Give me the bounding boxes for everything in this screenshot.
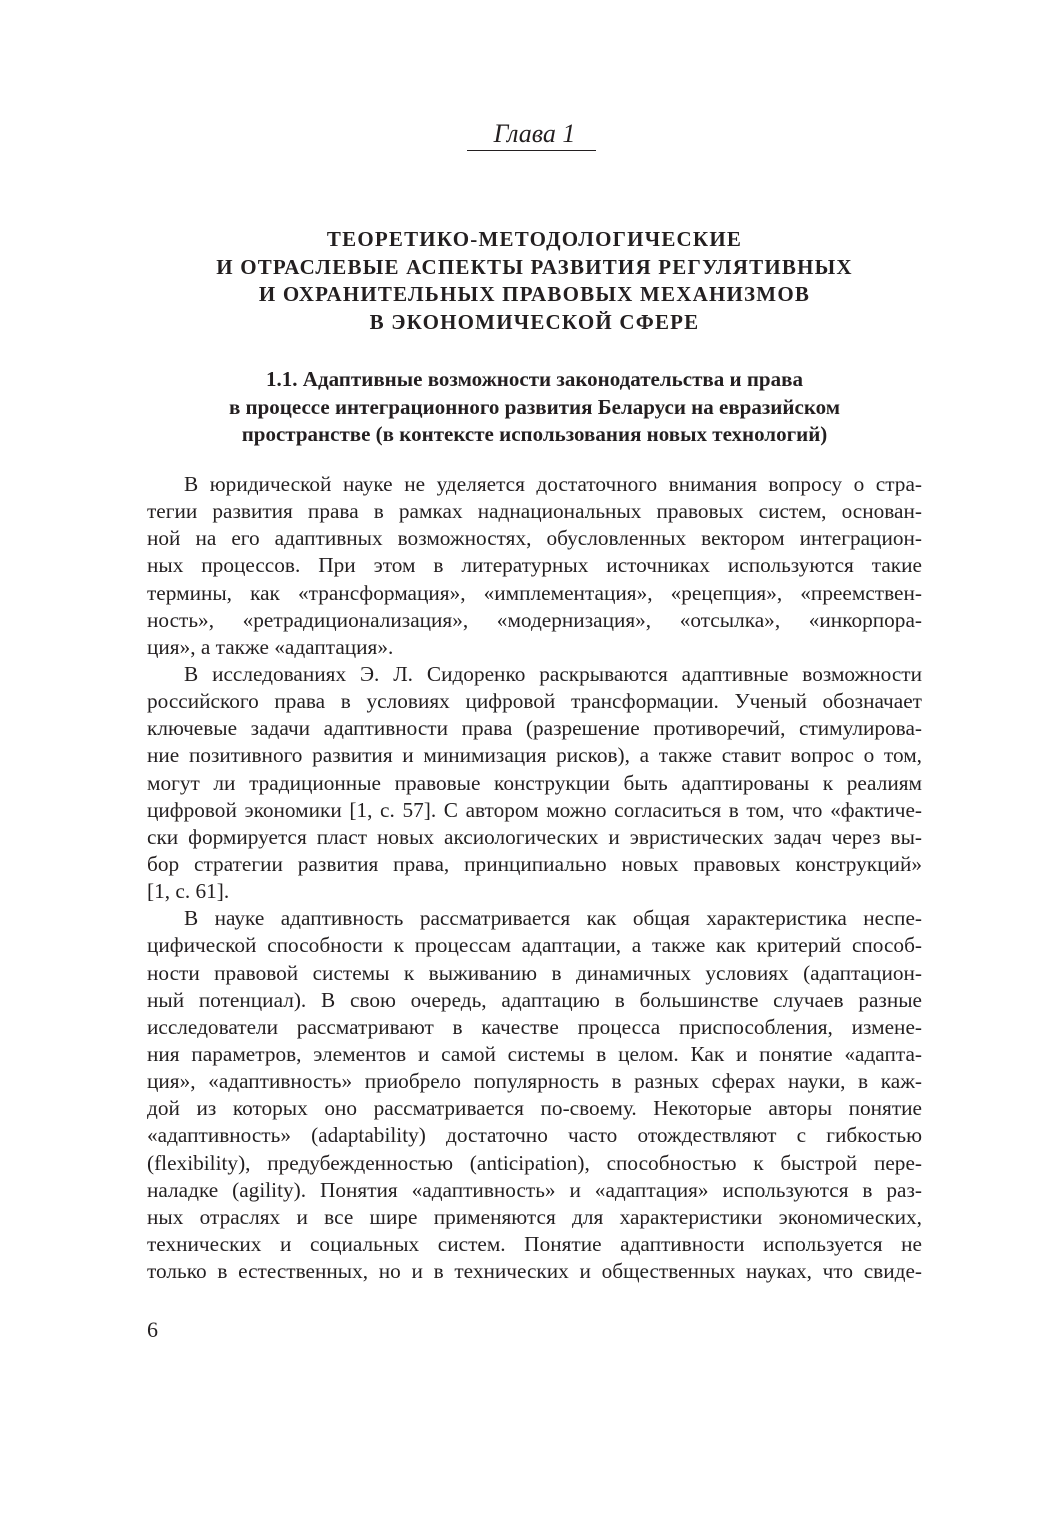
book-page: [147, 0, 922, 1530]
text-line: ние позитивного развития и минимизация рисков), а также ставит вопрос о том,: [147, 743, 922, 768]
chapter-title-line: И ОТРАСЛЕВЫЕ АСПЕКТЫ РАЗВИТИЯ РЕГУЛЯТИВНЫХ: [216, 254, 853, 279]
text-line: цифровой экономики [1, с. 57]. С автором можно согласиться в том, что «фактиче-: [147, 797, 922, 822]
paragraph: [147, 471, 922, 661]
text-line: ния параметров, элементов и самой системы в целом. Как и понятие «адапта-: [147, 1041, 922, 1066]
text-line: могут ли традиционные правовые конструкции быть адаптированы к реалиям: [147, 770, 922, 795]
page-number: 6: [147, 1317, 158, 1342]
section-title: [147, 366, 922, 449]
chapter-title: [147, 226, 922, 336]
text-line: ключевые задачи адаптивности права (разрешение противоречий, стимулирова-: [147, 716, 922, 741]
chapter-title-line: И ОХРАНИТЕЛЬНЫХ ПРАВОВЫХ МЕХАНИЗМОВ: [258, 282, 811, 306]
text-line: ски формируется пласт новых аксиологических и эвристических задач через вы-: [147, 824, 922, 849]
text-line: только в естественных, но и в технических и общественных науках, что свиде-: [147, 1259, 922, 1284]
text-line: ности правовой системы к выживанию в динамичных условиях (адаптацион-: [147, 960, 922, 985]
section-title-line: пространстве (в контексте использования новых технологий): [241, 422, 828, 446]
text-line: исследователи рассматривают в качестве процесса приспособления, измене-: [147, 1014, 922, 1039]
text-line: ция», а также «адаптация».: [147, 634, 394, 659]
text-line: дой из которых оно рассматривается по-своему. Некоторые авторы понятие: [147, 1096, 922, 1121]
chapter-underline: [467, 150, 596, 151]
text-line: ных отраслях и все шире применяются для характеристики экономических,: [147, 1204, 922, 1229]
text-line: наладке (agility). Понятия «адаптивность» и «адаптация» используются в раз-: [147, 1177, 922, 1202]
section-title-line: 1.1. Адаптивные возможности законодательства и права: [266, 367, 803, 391]
text-line: ный потенциал). В свою очередь, адаптацию в большинстве случаев разные: [147, 987, 922, 1012]
text-line: «адаптивность» (adaptability) достаточно часто отождествляют с гибкостью: [147, 1123, 922, 1148]
paragraph: [147, 661, 922, 905]
chapter-title-line: В ЭКОНОМИЧЕСКОЙ СФЕРЕ: [369, 309, 700, 334]
text-line: термины, как «трансформация», «имплементация», «рецепция», «преемствен-: [147, 580, 922, 605]
text-line: В исследованиях Э. Л. Сидоренко раскрываются адаптивные возможности: [184, 661, 922, 686]
text-line: ность», «ретрадиционализация», «модернизация», «отсылка», «инкорпора-: [147, 607, 922, 632]
paragraph: [147, 905, 922, 1285]
body-text: [147, 471, 922, 1285]
text-line: тегии развития права в рамках наднациональных правовых систем, основан-: [147, 499, 922, 524]
text-line: ных процессов. При этом в литературных источниках используются такие: [147, 553, 922, 578]
text-line: (flexibility), предубежденностью (anticipation), способностью к быстрой пере-: [147, 1150, 922, 1175]
text-line: ной на его адаптивных возможностях, обусловленных вектором интеграцион-: [147, 526, 922, 551]
text-line: [1, с. 61].: [147, 879, 230, 904]
chapter-label: Глава 1: [493, 119, 576, 148]
chapter-title-line: ТЕОРЕТИКО-МЕТОДОЛОГИЧЕСКИЕ: [326, 227, 743, 251]
text-line: ция», «адаптивность» приобрело популярность в разных сферах науки, в каж-: [147, 1069, 922, 1094]
text-line: бор стратегии развития права, принципиально новых правовых конструкций»: [147, 851, 922, 876]
section-title-line: в процессе интеграционного развития Беларуси на евразийском: [228, 394, 841, 419]
text-line: цифической способности к процессам адаптации, а также как критерий способ-: [147, 933, 922, 958]
text-line: В науке адаптивность рассматривается как общая характеристика неспе-: [184, 906, 922, 931]
text-line: российского права в условиях цифровой трансформации. Ученый обозначает: [147, 689, 922, 714]
text-line: В юридической науке не уделяется достаточного внимания вопросу о стра-: [184, 472, 922, 496]
text-line: технических и социальных систем. Понятие адаптивности используется не: [147, 1231, 922, 1256]
